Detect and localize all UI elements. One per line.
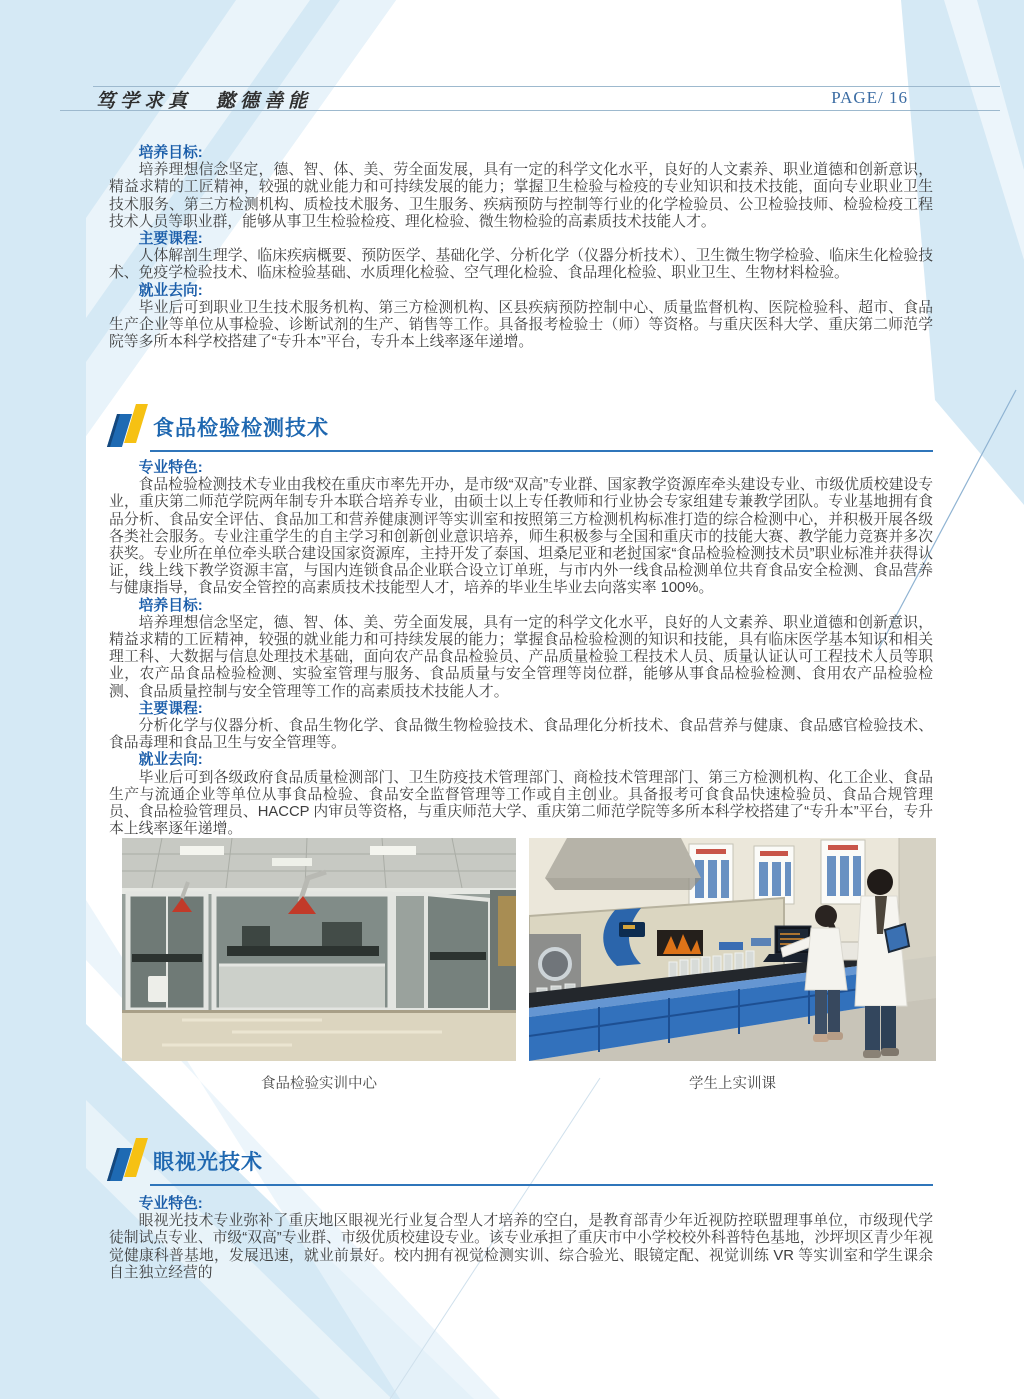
optometry-features-heading: 专业特色: [138, 1196, 203, 1212]
photo-food-lab [122, 838, 516, 1093]
food-employment-text: 毕业后可到各级政府食品质量检测部门、卫生防疫技术管理部门、商检技术管理部门、第三方检测机构、化工企业、食品生产与流通企业等单位从事食品检验、食品安全监督管理等工作或自主创业。具备报考可食食品快速检验员、食品合规管理员、食品检验管理员、HACCP 内审员等资格，与重庆师范大学、重庆第二师范学院等多所本科学校搭建了“专升本”平台，专升本上线率逐年递增。 [109, 769, 933, 838]
intro-objectives-heading: 培养目标: [138, 145, 203, 161]
food-section-body [109, 460, 933, 838]
food-objectives-heading: 培养目标: [138, 597, 203, 614]
optometry-section-underline [150, 1184, 933, 1186]
food-section-title: 食品检验检测技术 [153, 417, 329, 440]
optometry-section-body [109, 1196, 933, 1282]
food-employment-heading: 就业去向: [138, 752, 203, 769]
optometry-features-text: 眼视光技术专业弥补了重庆地区眼视光行业复合型人才培养的空白，是教育部青少年近视防控联盟理事单位，市级现代学徒制试点专业、市级“双高”专业群、市级优质校建设专业。该专业承担了重庆市中小学校校外科普特色基地，沙坪坝区青少年视觉健康科普基地，发展迅速，就业前景好。校内拥有视觉检测实训、综合验光、眼镜定配、视觉训练 VR 等实训室和学生课余自主独立经营的 [109, 1213, 933, 1281]
intro-objectives-text: 培养理想信念坚定，德、智、体、美、劳全面发展，具有一定的科学文化水平，良好的人文素养、职业道德和创新意识，精益求精的工匠精神，较强的就业能力和可持续发展的能力；掌握卫生检验与检疫的专业知识和技术技能，面向专业职业卫生技术服务、第三方检测机构、质检技术服务、卫生服务、疾病预防与控制等行业的化学检验员、公卫检验技师、检验检疫工程技术人员等职业群，能够从事卫生检验检疫、理化检验、微生物检验的高素质技术技能人才。 [109, 162, 933, 230]
photo-students-training-image [529, 838, 936, 1061]
food-section-underline [150, 450, 933, 452]
food-courses-text: 分析化学与仪器分析、食品生物化学、食品微生物检验技术、食品理化分析技术、食品营养与健康、食品感官检验技术、食品毒理和食品卫生与安全管理等。 [109, 718, 933, 752]
intro-courses-text: 人体解剖生理学、临床疾病概要、预防医学、基础化学、分析化学（仪器分析技术）、卫生微生物学检验、临床生化检验技术、免疫学检验技术、临床检验基础、水质理化检验、空气理化检验、食品理化检验、职业卫生、生物材料检验。 [109, 248, 933, 282]
school-motto: 笃学求真 懿德善能 [96, 91, 313, 112]
optometry-section-header [109, 1138, 933, 1186]
intro-employment-heading: 就业去向: [138, 282, 203, 299]
food-section-header [109, 404, 933, 452]
optometry-section-title: 眼视光技术 [153, 1151, 263, 1174]
food-features-heading: 专业特色: [138, 460, 203, 476]
intro-employment-text: 毕业后可到职业卫生技术服务机构、第三方检测机构、区县疾病预防控制中心、质量监督机构、医院检验科、超市、食品生产企业等单位从事检验、诊断试剂的生产、销售等工作。具备报考检验士（师）等资格。与重庆医科大学、重庆第二师范学院等多所本科学校搭建了“专升本”平台，专升本上线率逐年递增。 [109, 299, 933, 351]
page-number: PAGE/ 16 [831, 88, 908, 107]
photo-caption-students: 学生上实训课 [689, 1076, 776, 1092]
food-courses-heading: 主要课程: [138, 700, 203, 717]
photo-caption-food-lab: 食品检验实训中心 [261, 1076, 377, 1092]
intro-courses-heading: 主要课程: [138, 231, 203, 248]
food-features-text: 食品检验检测技术专业由我校在重庆市率先开办，是市级“双高”专业群、国家教学资源库牵头建设专业、市级优质校建设专业，重庆第二师范学院两年制专升本联合培养专业，由硕士以上专任教师和行业协会专家组建专兼教学团队。专业基地拥有食品分析、食品安全评估、食品加工和营养健康测评等实训室和按照第三方检测机构标准打造的综合检测中心，并积极开展各级各类社会服务。专业注重学生的自主学习和创新创业意识培养，师生积极参与全国和重庆市的技能大赛、教学能力竞赛并多次获奖。专业所在单位牵头联合建设国家资源库，主持开发了泰国、坦桑尼亚和老挝国家“食品检验检测技术员”职业标准并获得认证，线上线下教学资源丰富，与国内连锁食品企业联合设立订单班，与市内外一线食品检测单位共育食品安全检测、食品营养与健康指导，食品安全管控的高素质技术技能型人才，培养的毕业生毕业去向落实率 100%。 [109, 477, 933, 597]
photo-food-lab-image [122, 838, 516, 1061]
section-marker-icon [109, 404, 145, 450]
section-marker-icon [109, 1138, 145, 1184]
program-intro-section [109, 145, 933, 351]
food-objectives-text: 培养理想信念坚定，德、智、体、美、劳全面发展，具有一定的科学文化水平，良好的人文素养、职业道德和创新意识，精益求精的工匠精神，较强的就业能力和可持续发展的能力；掌握食品检验检测的知识和技能，具有临床医学基本知识和相关理工科、大数据与信息处理技术基础，面向农产品食品检验员、产品质量检验工程技术人员、质量认证认可工程技术人员等职业，农产品食品检验检测、实验室管理与服务、食品质量与安全管理等岗位群，能够从事食品检验检测、食用农产品检验检测、食品质量控制与安全管理等工作的高素质技术技能人才。 [109, 614, 933, 700]
photo-students-training [529, 838, 936, 1093]
